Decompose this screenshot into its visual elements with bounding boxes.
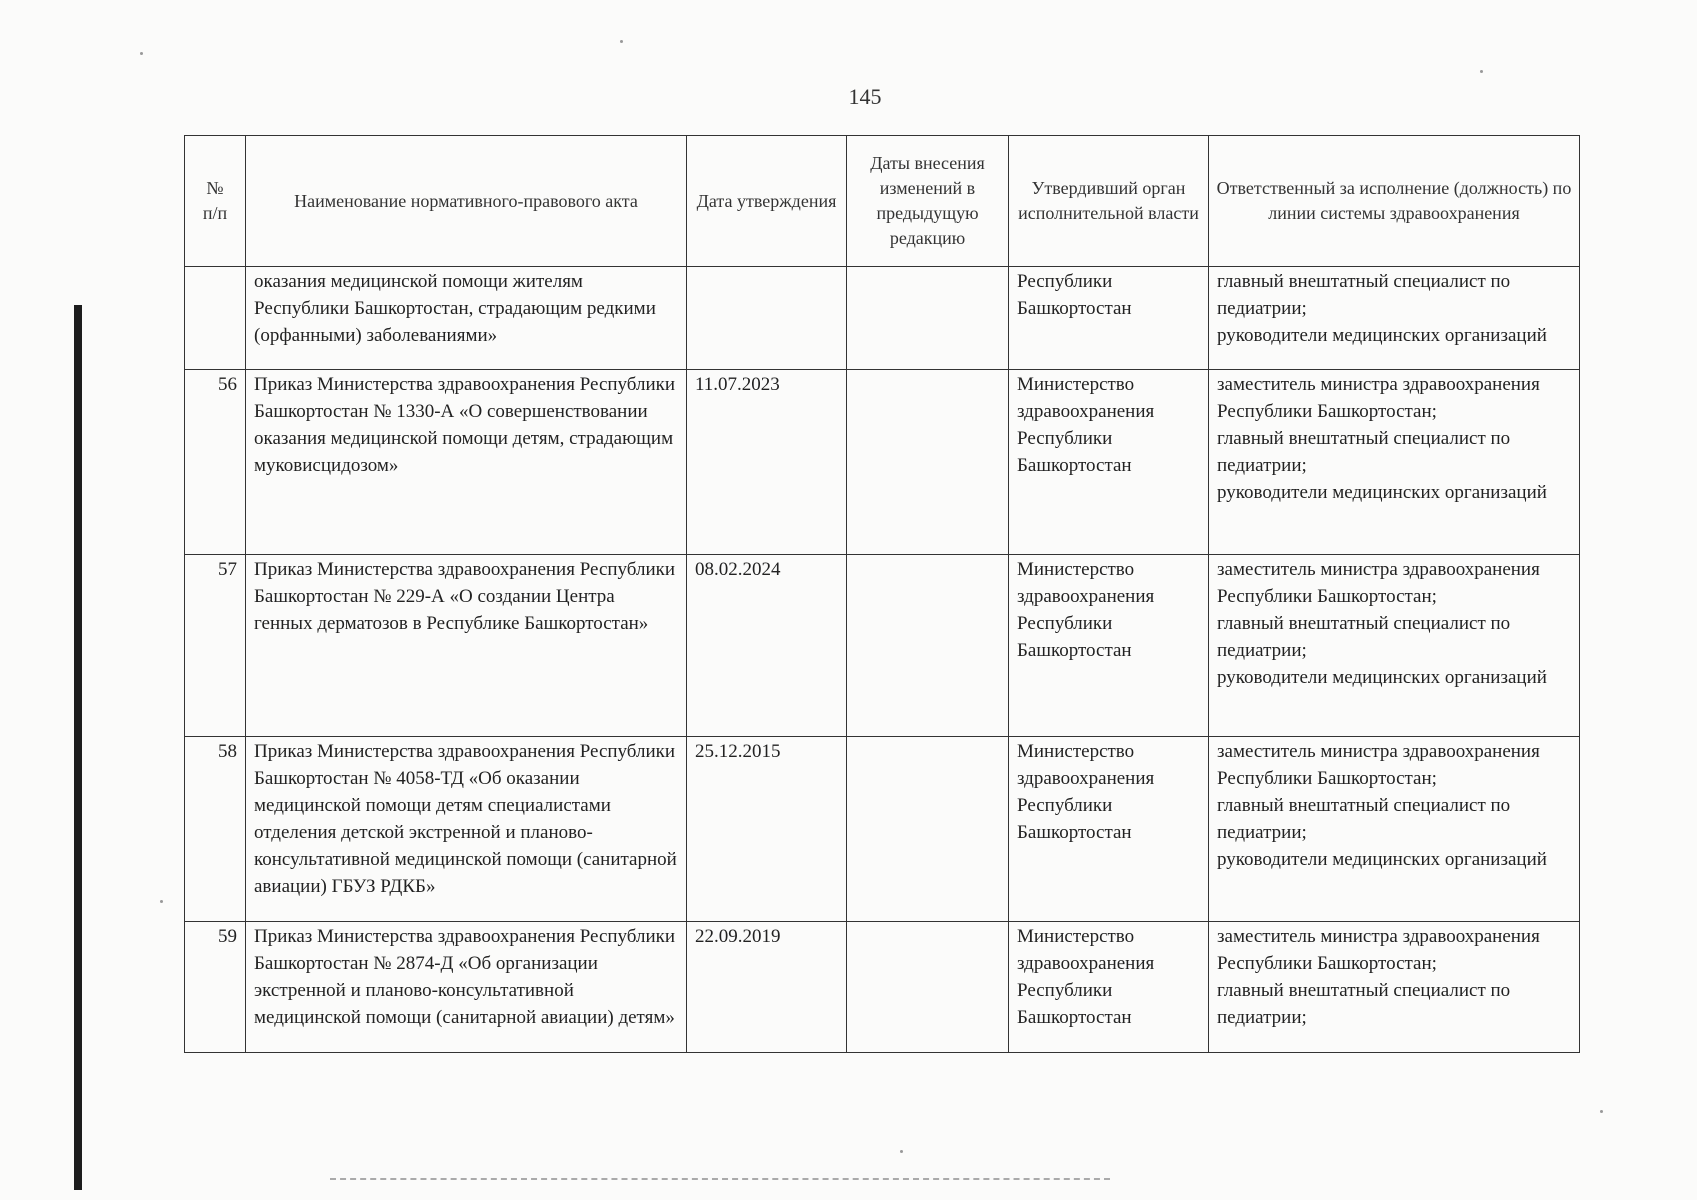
responsible: главный внештатный специалист по педиатрии; руководители медицинских организаций	[1209, 267, 1580, 370]
row-number: 58	[185, 737, 246, 922]
normative-acts-table	[184, 135, 1580, 1053]
header-number: № п/п	[185, 136, 246, 267]
row-number: 56	[185, 370, 246, 555]
responsible: заместитель министра здравоохранения Республики Башкортостан; главный внештатный специалист по педиатрии; руководители медицинских организаций	[1209, 737, 1580, 922]
approval-date: 22.09.2019	[687, 922, 847, 1053]
header-act-name: Наименование нормативного-правового акта	[246, 136, 687, 267]
scan-speck	[900, 1150, 903, 1153]
header-approving-body: Утвердивший орган исполнительной власти	[1009, 136, 1209, 267]
change-dates	[847, 267, 1009, 370]
scan-line-artifact	[330, 1178, 1110, 1180]
table-header-row	[185, 136, 1580, 267]
approving-body: Министерство здравоохранения Республики Башкортостан	[1009, 555, 1209, 737]
header-change-dates: Даты внесения изменений в предыдущую редакцию	[847, 136, 1009, 267]
act-name: оказания медицинской помощи жителям Республики Башкортостан, страдающим редкими (орфанными) заболеваниями»	[246, 267, 687, 370]
responsible: заместитель министра здравоохранения Республики Башкортостан; главный внештатный специалист по педиатрии; руководители медицинских организаций	[1209, 555, 1580, 737]
header-approval-date: Дата утверждения	[687, 136, 847, 267]
change-dates	[847, 555, 1009, 737]
responsible: заместитель министра здравоохранения Республики Башкортостан; главный внештатный специалист по педиатрии;	[1209, 922, 1580, 1053]
table-row	[185, 370, 1580, 555]
approving-body: Министерство здравоохранения Республики Башкортостан	[1009, 737, 1209, 922]
approval-date	[687, 267, 847, 370]
row-number: 57	[185, 555, 246, 737]
header-responsible: Ответственный за исполнение (должность) по линии системы здравоохранения	[1209, 136, 1580, 267]
scan-speck	[1480, 70, 1483, 73]
row-number: 59	[185, 922, 246, 1053]
change-dates	[847, 370, 1009, 555]
act-name: Приказ Министерства здравоохранения Республики Башкортостан № 1330-А «О совершенствовании оказания медицинской помощи детям, страдающим муковисцидозом»	[246, 370, 687, 555]
act-name: Приказ Министерства здравоохранения Республики Башкортостан № 4058-ТД «Об оказании медицинской помощи детям специалистами отделения детской экстренной и планово-консультативной медицинской помощи (санитарной авиации) ГБУЗ РДКБ»	[246, 737, 687, 922]
scan-speck	[1600, 1110, 1603, 1113]
change-dates	[847, 922, 1009, 1053]
approval-date: 11.07.2023	[687, 370, 847, 555]
table-row	[185, 922, 1580, 1053]
approving-body: Республики Башкортостан	[1009, 267, 1209, 370]
approval-date: 25.12.2015	[687, 737, 847, 922]
approval-date: 08.02.2024	[687, 555, 847, 737]
scan-speck	[620, 40, 623, 43]
responsible: заместитель министра здравоохранения Республики Башкортостан; главный внештатный специалист по педиатрии; руководители медицинских организаций	[1209, 370, 1580, 555]
act-name: Приказ Министерства здравоохранения Республики Башкортостан № 2874-Д «Об организации экстренной и планово-консультативной медицинской помощи (санитарной авиации) детям»	[246, 922, 687, 1053]
page-number: 145	[848, 84, 882, 109]
table-row	[185, 737, 1580, 922]
change-dates	[847, 737, 1009, 922]
table-row	[185, 267, 1580, 370]
scan-edge-artifact	[74, 305, 82, 1190]
approving-body: Министерство здравоохранения Республики Башкортостан	[1009, 922, 1209, 1053]
approving-body: Министерство здравоохранения Республики Башкортостан	[1009, 370, 1209, 555]
row-number	[185, 267, 246, 370]
table-row	[185, 555, 1580, 737]
scan-speck	[160, 900, 163, 903]
scan-speck	[140, 52, 143, 55]
act-name: Приказ Министерства здравоохранения Республики Башкортостан № 229-А «О создании Центра генных дерматозов в Республике Башкортостан»	[246, 555, 687, 737]
